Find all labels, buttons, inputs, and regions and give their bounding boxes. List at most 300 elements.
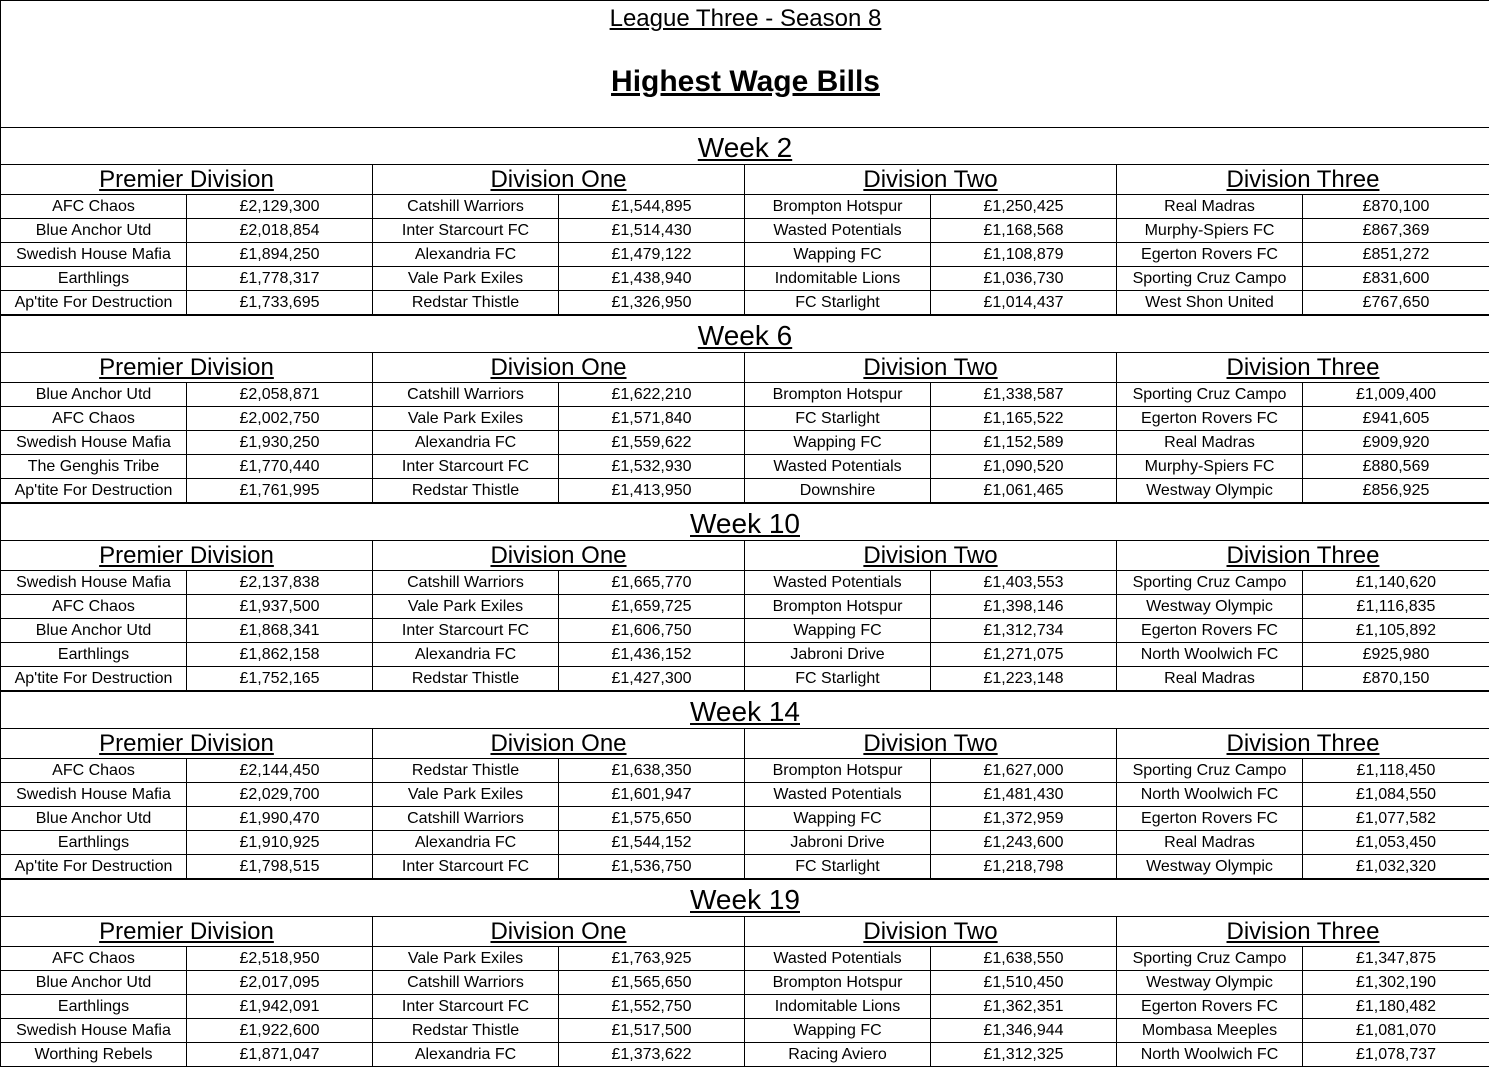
team-cell: Alexandria FC <box>373 1043 559 1066</box>
week-label: Week 10 <box>690 508 800 539</box>
team-cell: Sporting Cruz Campo <box>1117 267 1303 290</box>
division-header <box>373 353 744 383</box>
wage-cell: £1,362,351 <box>983 998 1064 1015</box>
table-row <box>1 571 372 595</box>
team-cell: Swedish House Mafia <box>1 1019 187 1042</box>
wage-cell: £1,118,450 <box>1356 762 1436 779</box>
wage-cell: £1,571,840 <box>611 410 692 427</box>
table-row <box>373 759 744 783</box>
table-row <box>1117 619 1489 643</box>
wage-cell: £1,752,165 <box>239 670 320 687</box>
team-cell: Inter Starcourt FC <box>373 995 559 1018</box>
table-row <box>745 855 1116 879</box>
table-row <box>373 595 744 619</box>
wage-cell: £909,920 <box>1362 434 1430 451</box>
wage-cell: £1,053,450 <box>1355 834 1437 851</box>
week-header <box>1 691 1489 729</box>
team-cell: Earthlings <box>1 643 187 666</box>
table-row <box>745 947 1116 971</box>
table-row <box>1117 783 1489 807</box>
team-cell: West Shon United <box>1117 291 1303 314</box>
wage-cell: £1,372,959 <box>983 810 1064 827</box>
wage-cell: £1,168,568 <box>983 222 1064 239</box>
division-header <box>1117 917 1489 947</box>
table-row <box>373 667 744 691</box>
table-row <box>1117 219 1489 243</box>
team-cell: Indomitable Lions <box>745 267 931 290</box>
team-cell: Inter Starcourt FC <box>373 855 559 878</box>
divisions-row <box>1 165 1489 315</box>
team-cell: Blue Anchor Utd <box>1 619 187 642</box>
team-cell: Vale Park Exiles <box>373 947 559 970</box>
table-row <box>373 195 744 219</box>
division-name: Premier Division <box>99 730 274 757</box>
team-cell: Ap'tite For Destruction <box>1 291 187 314</box>
division-header <box>373 917 744 947</box>
table-row <box>1117 759 1489 783</box>
team-cell: Inter Starcourt FC <box>373 619 559 642</box>
team-cell: Alexandria FC <box>373 643 559 666</box>
team-cell: FC Starlight <box>745 667 931 690</box>
wage-cell: £1,077,582 <box>1355 810 1437 827</box>
team-cell: Real Madras <box>1117 195 1303 218</box>
wage-cell: £1,302,190 <box>1355 974 1437 991</box>
week-label: Week 14 <box>690 696 800 727</box>
table-row <box>1 759 372 783</box>
wage-cell: £1,532,930 <box>611 458 692 475</box>
division-table <box>1 541 373 691</box>
wage-cell: £2,137,838 <box>239 574 320 591</box>
table-row <box>1 431 372 455</box>
team-cell: Redstar Thistle <box>373 291 559 314</box>
week-label: Week 6 <box>697 320 793 351</box>
wage-cell: £1,894,250 <box>239 246 320 263</box>
team-cell: FC Starlight <box>745 407 931 430</box>
division-header <box>1 353 372 383</box>
division-header <box>1117 729 1489 759</box>
table-row <box>745 1019 1116 1043</box>
wage-cell: £1,559,622 <box>611 434 692 451</box>
team-cell: Vale Park Exiles <box>373 783 559 806</box>
wage-cell: £1,403,553 <box>983 574 1064 591</box>
team-cell: Ap'tite For Destruction <box>1 855 187 878</box>
table-row <box>745 431 1116 455</box>
table-row <box>1117 1019 1489 1043</box>
team-cell: Vale Park Exiles <box>373 595 559 618</box>
division-name: Division One <box>490 730 627 757</box>
team-cell: FC Starlight <box>745 855 931 878</box>
wage-cell: £870,100 <box>1362 198 1430 215</box>
table-row <box>1117 571 1489 595</box>
team-cell: Wapping FC <box>745 1019 931 1042</box>
wage-cell: £1,140,620 <box>1355 574 1437 591</box>
division-header <box>1 917 372 947</box>
table-row <box>1 291 372 315</box>
table-row <box>373 995 744 1019</box>
team-cell: Murphy-Spiers FC <box>1117 455 1303 478</box>
wage-cell: £941,605 <box>1362 410 1430 427</box>
division-table <box>745 165 1117 315</box>
division-table <box>1 353 373 503</box>
team-cell: Catshill Warriors <box>373 571 559 594</box>
table-row <box>1117 243 1489 267</box>
team-cell: Catshill Warriors <box>373 971 559 994</box>
wage-cell: £1,638,350 <box>611 762 692 779</box>
wage-cell: £831,600 <box>1362 270 1430 287</box>
table-row <box>745 619 1116 643</box>
team-cell: Brompton Hotspur <box>745 971 931 994</box>
team-cell: Earthlings <box>1 831 187 854</box>
division-name: Division Two <box>863 166 998 193</box>
wage-cell: £1,413,950 <box>611 482 692 499</box>
division-name: Division One <box>490 542 627 569</box>
week-header <box>1 127 1489 165</box>
wage-cell: £1,312,734 <box>983 622 1064 639</box>
team-cell: Wasted Potentials <box>745 455 931 478</box>
team-cell: Earthlings <box>1 995 187 1018</box>
division-name: Division One <box>490 354 627 381</box>
wage-cell: £1,108,879 <box>983 246 1064 263</box>
team-cell: Jabroni Drive <box>745 831 931 854</box>
division-table <box>373 729 745 879</box>
table-row <box>373 783 744 807</box>
division-table <box>745 353 1117 503</box>
division-name: Division Three <box>1226 918 1380 945</box>
table-row <box>1 667 372 691</box>
wage-cell: £1,427,300 <box>611 670 692 687</box>
divisions-row <box>1 541 1489 691</box>
division-header <box>745 353 1116 383</box>
team-cell: North Woolwich FC <box>1117 783 1303 806</box>
divisions-row <box>1 353 1489 503</box>
table-row <box>1 219 372 243</box>
wage-cell: £856,925 <box>1362 482 1430 499</box>
wage-cell: £1,312,325 <box>983 1046 1064 1063</box>
division-header <box>373 541 744 571</box>
wage-cell: £767,650 <box>1362 294 1430 311</box>
table-row <box>1 947 372 971</box>
team-cell: Sporting Cruz Campo <box>1117 383 1303 406</box>
table-row <box>373 1043 744 1067</box>
main-title <box>1 65 1489 99</box>
team-cell: Brompton Hotspur <box>745 195 931 218</box>
team-cell: Wapping FC <box>745 807 931 830</box>
table-row <box>1 619 372 643</box>
table-row <box>745 479 1116 503</box>
team-cell: Blue Anchor Utd <box>1 971 187 994</box>
table-row <box>1 407 372 431</box>
team-cell: Wapping FC <box>745 619 931 642</box>
wage-cell: £1,536,750 <box>611 858 692 875</box>
wage-cell: £870,150 <box>1362 670 1430 687</box>
division-name: Premier Division <box>99 166 274 193</box>
wage-cell: £1,481,430 <box>983 786 1064 803</box>
week-block <box>1 503 1489 691</box>
team-cell: FC Starlight <box>745 291 931 314</box>
table-row <box>1117 195 1489 219</box>
table-row <box>745 783 1116 807</box>
team-cell: Ap'tite For Destruction <box>1 479 187 502</box>
table-row <box>745 1043 1116 1067</box>
table-row <box>1117 595 1489 619</box>
wage-cell: £1,778,317 <box>239 270 320 287</box>
team-cell: Downshire <box>745 479 931 502</box>
table-row <box>1117 947 1489 971</box>
team-cell: Redstar Thistle <box>373 667 559 690</box>
division-name: Division Two <box>863 542 998 569</box>
division-header <box>373 729 744 759</box>
weeks-container <box>1 127 1489 1067</box>
wage-cell: £867,369 <box>1362 222 1430 239</box>
wage-cell: £1,517,500 <box>611 1022 692 1039</box>
team-cell: Egerton Rovers FC <box>1117 807 1303 830</box>
table-row <box>1 971 372 995</box>
team-cell: Redstar Thistle <box>373 1019 559 1042</box>
wage-cell: £1,180,482 <box>1355 998 1437 1015</box>
wage-cell: £1,763,925 <box>611 950 692 967</box>
wage-cell: £1,552,750 <box>611 998 692 1015</box>
table-row <box>1117 291 1489 315</box>
wage-cell: £1,868,341 <box>239 622 320 639</box>
team-cell: Worthing Rebels <box>1 1043 187 1066</box>
wage-cell: £1,601,947 <box>611 786 692 803</box>
wage-cell: £1,014,437 <box>983 294 1064 311</box>
team-cell: Catshill Warriors <box>373 383 559 406</box>
team-cell: Real Madras <box>1117 667 1303 690</box>
team-cell: Mombasa Meeples <box>1117 1019 1303 1042</box>
table-row <box>745 643 1116 667</box>
table-row <box>1117 455 1489 479</box>
wage-cell: £1,078,737 <box>1355 1046 1437 1063</box>
wage-cell: £1,937,500 <box>239 598 320 615</box>
table-row <box>1117 407 1489 431</box>
division-name: Division Three <box>1226 354 1380 381</box>
team-cell: Wasted Potentials <box>745 219 931 242</box>
wage-cell: £1,438,940 <box>611 270 692 287</box>
team-cell: Real Madras <box>1117 831 1303 854</box>
division-name: Premier Division <box>99 918 274 945</box>
division-name: Premier Division <box>99 542 274 569</box>
table-row <box>1117 995 1489 1019</box>
league-title-text: League Three - Season 8 <box>609 5 882 32</box>
team-cell: Catshill Warriors <box>373 195 559 218</box>
wage-cell: £1,036,730 <box>983 270 1064 287</box>
table-row <box>1117 431 1489 455</box>
wage-cell: £1,223,148 <box>983 670 1064 687</box>
table-row <box>1 195 372 219</box>
division-header <box>745 917 1116 947</box>
division-table <box>745 541 1117 691</box>
table-row <box>373 971 744 995</box>
table-row <box>745 595 1116 619</box>
week-label: Week 2 <box>697 132 793 163</box>
table-row <box>1117 267 1489 291</box>
division-table <box>1 165 373 315</box>
table-row <box>1117 807 1489 831</box>
wage-cell: £2,144,450 <box>239 762 320 779</box>
wage-cell: £1,090,520 <box>983 458 1064 475</box>
wage-cell: £1,871,047 <box>239 1046 320 1063</box>
table-row <box>373 219 744 243</box>
table-row <box>373 947 744 971</box>
wage-cell: £851,272 <box>1362 246 1430 263</box>
wage-cell: £1,436,152 <box>611 646 692 663</box>
table-row <box>1 595 372 619</box>
wage-cell: £1,373,622 <box>611 1046 692 1063</box>
team-cell: Inter Starcourt FC <box>373 219 559 242</box>
table-row <box>373 855 744 879</box>
team-cell: Swedish House Mafia <box>1 783 187 806</box>
division-table <box>1117 729 1489 879</box>
division-table <box>373 541 745 691</box>
table-row <box>373 807 744 831</box>
team-cell: Wapping FC <box>745 243 931 266</box>
team-cell: Redstar Thistle <box>373 479 559 502</box>
team-cell: Vale Park Exiles <box>373 267 559 290</box>
division-table <box>1117 165 1489 315</box>
table-row <box>1 643 372 667</box>
table-row <box>373 407 744 431</box>
table-row <box>745 455 1116 479</box>
wage-cell: £1,544,895 <box>611 198 692 215</box>
wage-cell: £1,326,950 <box>611 294 692 311</box>
wage-cell: £2,029,700 <box>239 786 320 803</box>
table-row <box>1117 1043 1489 1067</box>
table-row <box>1117 479 1489 503</box>
wage-cell: £1,942,091 <box>239 998 320 1015</box>
table-row <box>373 643 744 667</box>
wage-cell: £1,565,650 <box>611 974 692 991</box>
wage-cell: £2,002,750 <box>239 410 320 427</box>
division-name: Division Two <box>863 918 998 945</box>
team-cell: Swedish House Mafia <box>1 243 187 266</box>
wage-cell: £1,544,152 <box>611 834 692 851</box>
team-cell: Sporting Cruz Campo <box>1117 947 1303 970</box>
wage-cell: £1,622,210 <box>611 386 692 403</box>
division-table <box>745 917 1117 1067</box>
team-cell: Blue Anchor Utd <box>1 219 187 242</box>
division-header <box>1117 165 1489 195</box>
team-cell: Catshill Warriors <box>373 807 559 830</box>
table-row <box>745 571 1116 595</box>
team-cell: Racing Aviero <box>745 1043 931 1066</box>
table-row <box>373 479 744 503</box>
division-header <box>745 541 1116 571</box>
team-cell: Brompton Hotspur <box>745 595 931 618</box>
table-row <box>745 291 1116 315</box>
wage-cell: £1,243,600 <box>983 834 1064 851</box>
table-row <box>373 619 744 643</box>
team-cell: Murphy-Spiers FC <box>1117 219 1303 242</box>
team-cell: Egerton Rovers FC <box>1117 243 1303 266</box>
division-table <box>1 729 373 879</box>
wage-cell: £1,061,465 <box>983 482 1064 499</box>
team-cell: Redstar Thistle <box>373 759 559 782</box>
division-name: Division Three <box>1226 166 1380 193</box>
table-row <box>1117 971 1489 995</box>
table-row <box>745 243 1116 267</box>
wage-cell: £2,017,095 <box>239 974 320 991</box>
team-cell: Indomitable Lions <box>745 995 931 1018</box>
team-cell: North Woolwich FC <box>1117 1043 1303 1066</box>
table-row <box>1 455 372 479</box>
team-cell: Wapping FC <box>745 431 931 454</box>
wage-cell: £1,116,835 <box>1356 598 1436 615</box>
team-cell: Blue Anchor Utd <box>1 807 187 830</box>
division-name: Division Two <box>863 730 998 757</box>
wage-cell: £2,129,300 <box>239 198 320 215</box>
team-cell: Swedish House Mafia <box>1 571 187 594</box>
table-row <box>1 267 372 291</box>
division-name: Division One <box>490 166 627 193</box>
team-cell: Blue Anchor Utd <box>1 383 187 406</box>
week-block <box>1 127 1489 315</box>
wage-cell: £1,271,075 <box>983 646 1064 663</box>
team-cell: Westway Olympic <box>1117 855 1303 878</box>
wage-cell: £1,575,650 <box>611 810 692 827</box>
division-header <box>745 729 1116 759</box>
wage-cell: £1,733,695 <box>239 294 320 311</box>
division-table <box>745 729 1117 879</box>
table-row <box>373 455 744 479</box>
division-header <box>1 541 372 571</box>
division-name: Division One <box>490 918 627 945</box>
team-cell: Sporting Cruz Campo <box>1117 571 1303 594</box>
table-row <box>745 219 1116 243</box>
wage-cell: £925,980 <box>1362 646 1430 663</box>
wage-cell: £1,638,550 <box>983 950 1064 967</box>
week-block <box>1 315 1489 503</box>
wage-cell: £1,659,725 <box>611 598 692 615</box>
team-cell: Westway Olympic <box>1117 595 1303 618</box>
table-row <box>1 807 372 831</box>
team-cell: Brompton Hotspur <box>745 383 931 406</box>
wage-cell: £2,518,950 <box>239 950 320 967</box>
wage-cell: £1,665,770 <box>611 574 692 591</box>
team-cell: AFC Chaos <box>1 195 187 218</box>
wage-cell: £1,862,158 <box>239 646 320 663</box>
wage-cell: £1,165,522 <box>983 410 1064 427</box>
division-header <box>373 165 744 195</box>
team-cell: Jabroni Drive <box>745 643 931 666</box>
wage-cell: £1,606,750 <box>611 622 692 639</box>
division-table <box>1117 541 1489 691</box>
wage-cell: £1,922,600 <box>239 1022 320 1039</box>
table-row <box>745 383 1116 407</box>
division-table <box>1 917 373 1067</box>
wage-cell: £1,798,515 <box>239 858 320 875</box>
table-row <box>1 855 372 879</box>
wage-cell: £1,346,944 <box>983 1022 1064 1039</box>
table-row <box>373 571 744 595</box>
wage-cell: £1,084,550 <box>1355 786 1437 803</box>
week-label: Week 19 <box>690 884 800 915</box>
table-row <box>1 1019 372 1043</box>
table-row <box>1117 643 1489 667</box>
table-row <box>1 831 372 855</box>
table-row <box>373 267 744 291</box>
table-row <box>1117 667 1489 691</box>
table-row <box>373 383 744 407</box>
table-row <box>745 195 1116 219</box>
division-table <box>373 917 745 1067</box>
team-cell: Egerton Rovers FC <box>1117 407 1303 430</box>
wage-cell: £1,338,587 <box>983 386 1064 403</box>
table-row <box>1 479 372 503</box>
wage-cell: £1,910,925 <box>239 834 320 851</box>
division-table <box>373 353 745 503</box>
table-row <box>373 291 744 315</box>
